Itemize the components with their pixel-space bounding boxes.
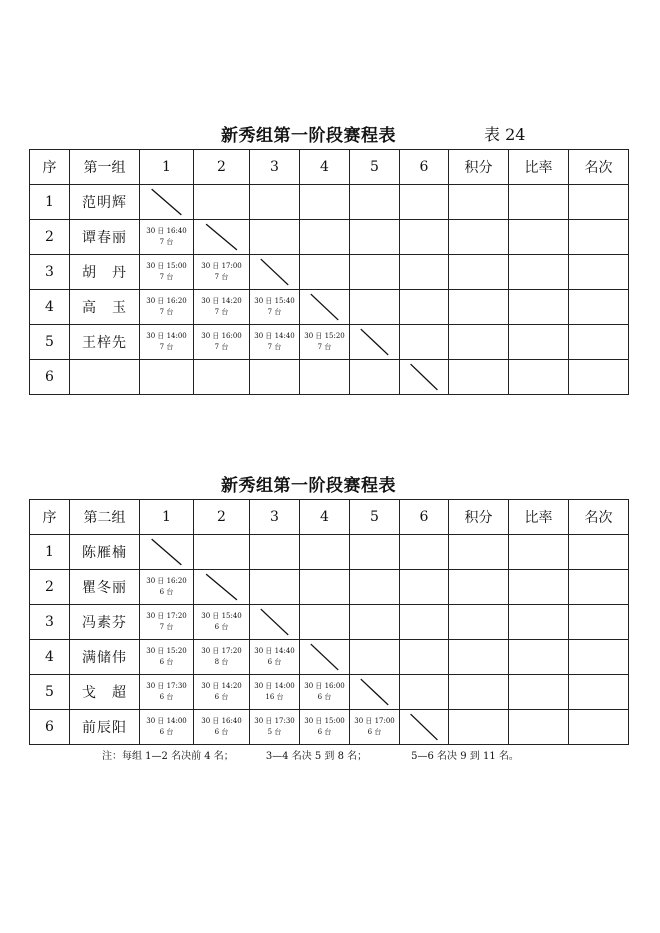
header-row: [30, 500, 629, 535]
empty-cell: [400, 255, 449, 290]
empty-cell: [350, 255, 400, 290]
footnote-part2: 3—4 名决 5 到 8 名；: [265, 751, 368, 762]
empty-cell: [400, 325, 449, 360]
score-cell: [449, 360, 509, 395]
match-time: 30 日 17:30: [146, 682, 187, 690]
match-cell: [140, 290, 194, 325]
match-time: 30 日 16:00: [201, 332, 242, 340]
row-index: 1: [30, 535, 70, 570]
schedule-table-group1: [29, 149, 629, 395]
match-table: 6 台: [317, 728, 332, 736]
row-index: 1: [30, 185, 70, 220]
ratio-cell: [509, 325, 569, 360]
header-cell: 第一组: [70, 150, 140, 185]
header-cell: 积分: [449, 500, 509, 535]
match-cell: [194, 605, 250, 640]
table1-tag: 表 24: [484, 125, 526, 144]
diagonal-slash-icon: [350, 675, 399, 709]
player-name: 高 玉: [70, 290, 140, 325]
diagonal-cell: [300, 640, 350, 675]
match-table: 7 台: [159, 623, 174, 631]
footnote: [102, 747, 519, 762]
match-table: 7 台: [159, 343, 174, 351]
rank-cell: [569, 710, 629, 745]
player-name: 冯素芬: [70, 605, 140, 640]
header-cell: 2: [194, 500, 250, 535]
diagonal-cell: [140, 535, 194, 570]
score-cell: [449, 640, 509, 675]
match-cell: [194, 325, 250, 360]
diagonal-cell: [400, 710, 449, 745]
table-row: [30, 290, 629, 325]
header-cell: 5: [350, 150, 400, 185]
match-cell: [194, 710, 250, 745]
match-time: 30 日 17:20: [201, 647, 242, 655]
match-table: 7 台: [317, 343, 332, 351]
score-cell: [449, 710, 509, 745]
score-cell: [449, 185, 509, 220]
match-table: 7 台: [267, 343, 282, 351]
ratio-cell: [509, 360, 569, 395]
diagonal-slash-icon: [140, 535, 193, 569]
match-time: 30 日 16:20: [146, 297, 187, 305]
match-cell: [194, 255, 250, 290]
ratio-cell: [509, 290, 569, 325]
header-cell: 3: [250, 150, 300, 185]
diagonal-cell: [350, 325, 400, 360]
diagonal-slash-icon: [250, 255, 299, 289]
diagonal-slash-icon: [350, 325, 399, 359]
diagonal-cell: [350, 675, 400, 710]
match-cell: [140, 255, 194, 290]
match-time: 30 日 15:20: [304, 332, 345, 340]
ratio-cell: [509, 185, 569, 220]
header-cell: 1: [140, 500, 194, 535]
header-cell: 序: [30, 500, 70, 535]
footnote-part3: 5—6 名决 9 到 11 名。: [411, 751, 519, 762]
match-cell: [194, 640, 250, 675]
ratio-cell: [509, 605, 569, 640]
empty-cell: [400, 570, 449, 605]
match-table: 7 台: [159, 308, 174, 316]
rank-cell: [569, 605, 629, 640]
ratio-cell: [509, 570, 569, 605]
header-cell: 比率: [509, 150, 569, 185]
match-time: 30 日 16:00: [304, 682, 345, 690]
match-table: 8 台: [214, 658, 229, 666]
score-cell: [449, 325, 509, 360]
rank-cell: [569, 290, 629, 325]
match-cell: [250, 360, 300, 395]
row-index: 6: [30, 360, 70, 395]
rank-cell: [569, 675, 629, 710]
match-table: 7 台: [159, 238, 174, 246]
score-cell: [449, 535, 509, 570]
match-table: 6 台: [367, 728, 382, 736]
rank-cell: [569, 535, 629, 570]
empty-cell: [300, 220, 350, 255]
match-time: 30 日 15:40: [201, 612, 242, 620]
table-row: [30, 675, 629, 710]
player-name: 范明辉: [70, 185, 140, 220]
match-time: 30 日 14:20: [201, 297, 242, 305]
match-table: 6 台: [267, 658, 282, 666]
match-cell: [194, 360, 250, 395]
rank-cell: [569, 255, 629, 290]
match-time: 30 日 14:00: [254, 682, 295, 690]
empty-cell: [350, 640, 400, 675]
match-time: 30 日 17:20: [146, 612, 187, 620]
match-cell: [194, 290, 250, 325]
empty-cell: [400, 220, 449, 255]
empty-cell: [300, 570, 350, 605]
match-cell: [194, 675, 250, 710]
ratio-cell: [509, 675, 569, 710]
diagonal-slash-icon: [300, 290, 349, 324]
match-cell: [140, 360, 194, 395]
match-cell: [140, 640, 194, 675]
empty-cell: [300, 605, 350, 640]
match-time: 30 日 16:40: [146, 227, 187, 235]
match-cell: [140, 710, 194, 745]
row-index: 5: [30, 675, 70, 710]
match-cell: [300, 675, 350, 710]
diagonal-slash-icon: [140, 185, 193, 219]
table-row: [30, 325, 629, 360]
empty-cell: [350, 605, 400, 640]
row-index: 2: [30, 570, 70, 605]
empty-cell: [250, 220, 300, 255]
empty-cell: [400, 185, 449, 220]
header-cell: 3: [250, 500, 300, 535]
match-table: 7 台: [214, 308, 229, 316]
match-table: 6 台: [214, 728, 229, 736]
header-row: [30, 150, 629, 185]
player-name: 胡 丹: [70, 255, 140, 290]
row-index: 5: [30, 325, 70, 360]
player-name: [70, 360, 140, 395]
empty-cell: [350, 290, 400, 325]
empty-cell: [350, 220, 400, 255]
score-cell: [449, 570, 509, 605]
header-cell: 6: [400, 150, 449, 185]
score-cell: [449, 675, 509, 710]
match-table: 7 台: [214, 273, 229, 281]
empty-cell: [300, 185, 350, 220]
row-index: 3: [30, 255, 70, 290]
match-table: 16 台: [265, 693, 284, 701]
header-cell: 名次: [569, 500, 629, 535]
match-table: 6 台: [317, 693, 332, 701]
diagonal-cell: [194, 220, 250, 255]
table2-title: 新秀组第一阶段赛程表: [221, 476, 396, 496]
header-cell: 积分: [449, 150, 509, 185]
table-row: [30, 255, 629, 290]
match-cell: [140, 570, 194, 605]
ratio-cell: [509, 220, 569, 255]
match-cell: [250, 640, 300, 675]
diagonal-cell: [250, 255, 300, 290]
diagonal-slash-icon: [194, 570, 249, 604]
empty-cell: [400, 290, 449, 325]
match-time: 30 日 15:40: [254, 297, 295, 305]
diagonal-cell: [300, 290, 350, 325]
match-table: 6 台: [214, 623, 229, 631]
ratio-cell: [509, 640, 569, 675]
empty-cell: [250, 570, 300, 605]
row-index: 2: [30, 220, 70, 255]
match-cell: [300, 710, 350, 745]
match-time: 30 日 16:40: [201, 717, 242, 725]
empty-cell: [350, 570, 400, 605]
match-cell: [140, 220, 194, 255]
diagonal-cell: [400, 360, 449, 395]
player-name: 满储伟: [70, 640, 140, 675]
match-cell: [350, 710, 400, 745]
table-row: [30, 360, 629, 395]
diagonal-slash-icon: [300, 640, 349, 674]
player-name: 戈 超: [70, 675, 140, 710]
match-time: 30 日 17:00: [354, 717, 395, 725]
diagonal-slash-icon: [194, 220, 249, 254]
header-cell: 名次: [569, 150, 629, 185]
empty-cell: [400, 675, 449, 710]
ratio-cell: [509, 710, 569, 745]
match-cell: [250, 710, 300, 745]
match-table: 7 台: [214, 343, 229, 351]
empty-cell: [300, 255, 350, 290]
player-name: 陈雁楠: [70, 535, 140, 570]
match-time: 30 日 15:00: [146, 262, 187, 270]
table-row: [30, 220, 629, 255]
empty-cell: [350, 535, 400, 570]
match-time: 30 日 16:20: [146, 577, 187, 585]
match-cell: [140, 325, 194, 360]
match-table: 6 台: [214, 693, 229, 701]
empty-cell: [300, 535, 350, 570]
match-time: 30 日 14:00: [146, 717, 187, 725]
header-cell: 序: [30, 150, 70, 185]
empty-cell: [350, 185, 400, 220]
match-table: 5 台: [267, 728, 282, 736]
match-cell: [350, 360, 400, 395]
player-name: 前辰阳: [70, 710, 140, 745]
match-cell: [300, 360, 350, 395]
row-index: 4: [30, 290, 70, 325]
match-time: 30 日 14:40: [254, 332, 295, 340]
match-time: 30 日 17:00: [201, 262, 242, 270]
empty-cell: [400, 535, 449, 570]
diagonal-cell: [250, 605, 300, 640]
match-time: 30 日 17:30: [254, 717, 295, 725]
rank-cell: [569, 360, 629, 395]
row-index: 3: [30, 605, 70, 640]
match-table: 7 台: [267, 308, 282, 316]
match-table: 6 台: [159, 588, 174, 596]
ratio-cell: [509, 255, 569, 290]
score-cell: [449, 220, 509, 255]
table-row: [30, 570, 629, 605]
player-name: 瞿冬丽: [70, 570, 140, 605]
diagonal-slash-icon: [400, 710, 448, 744]
diagonal-slash-icon: [250, 605, 299, 639]
table1-title: 新秀组第一阶段赛程表: [221, 126, 396, 146]
table-row: [30, 185, 629, 220]
rank-cell: [569, 570, 629, 605]
match-table: 6 台: [159, 658, 174, 666]
table-row: [30, 640, 629, 675]
table-row: [30, 710, 629, 745]
rank-cell: [569, 325, 629, 360]
match-cell: [250, 290, 300, 325]
match-time: 30 日 15:20: [146, 647, 187, 655]
rank-cell: [569, 185, 629, 220]
match-cell: [140, 675, 194, 710]
table-row: [30, 605, 629, 640]
score-cell: [449, 605, 509, 640]
diagonal-slash-icon: [400, 360, 448, 394]
header-cell: 2: [194, 150, 250, 185]
empty-cell: [250, 185, 300, 220]
score-cell: [449, 290, 509, 325]
table-row: [30, 535, 629, 570]
match-table: 6 台: [159, 693, 174, 701]
header-cell: 第二组: [70, 500, 140, 535]
match-cell: [300, 325, 350, 360]
match-cell: [250, 325, 300, 360]
empty-cell: [400, 640, 449, 675]
diagonal-cell: [140, 185, 194, 220]
score-cell: [449, 255, 509, 290]
row-index: 6: [30, 710, 70, 745]
match-time: 30 日 14:40: [254, 647, 295, 655]
header-cell: 比率: [509, 500, 569, 535]
header-cell: 4: [300, 150, 350, 185]
header-cell: 5: [350, 500, 400, 535]
rank-cell: [569, 640, 629, 675]
footnote-part1: 注：每组 1—2 名决前 4 名；: [102, 751, 234, 762]
empty-cell: [194, 185, 250, 220]
player-name: 王梓先: [70, 325, 140, 360]
match-time: 30 日 14:20: [201, 682, 242, 690]
header-cell: 1: [140, 150, 194, 185]
match-time: 30 日 14:00: [146, 332, 187, 340]
diagonal-cell: [194, 570, 250, 605]
schedule-table-group2: [29, 499, 629, 745]
player-name: 谭春丽: [70, 220, 140, 255]
header-cell: 6: [400, 500, 449, 535]
match-cell: [250, 675, 300, 710]
match-time: 30 日 15:00: [304, 717, 345, 725]
empty-cell: [250, 535, 300, 570]
empty-cell: [400, 605, 449, 640]
match-cell: [140, 605, 194, 640]
ratio-cell: [509, 535, 569, 570]
match-table: 6 台: [159, 728, 174, 736]
rank-cell: [569, 220, 629, 255]
empty-cell: [194, 535, 250, 570]
header-cell: 4: [300, 500, 350, 535]
match-table: 7 台: [159, 273, 174, 281]
row-index: 4: [30, 640, 70, 675]
